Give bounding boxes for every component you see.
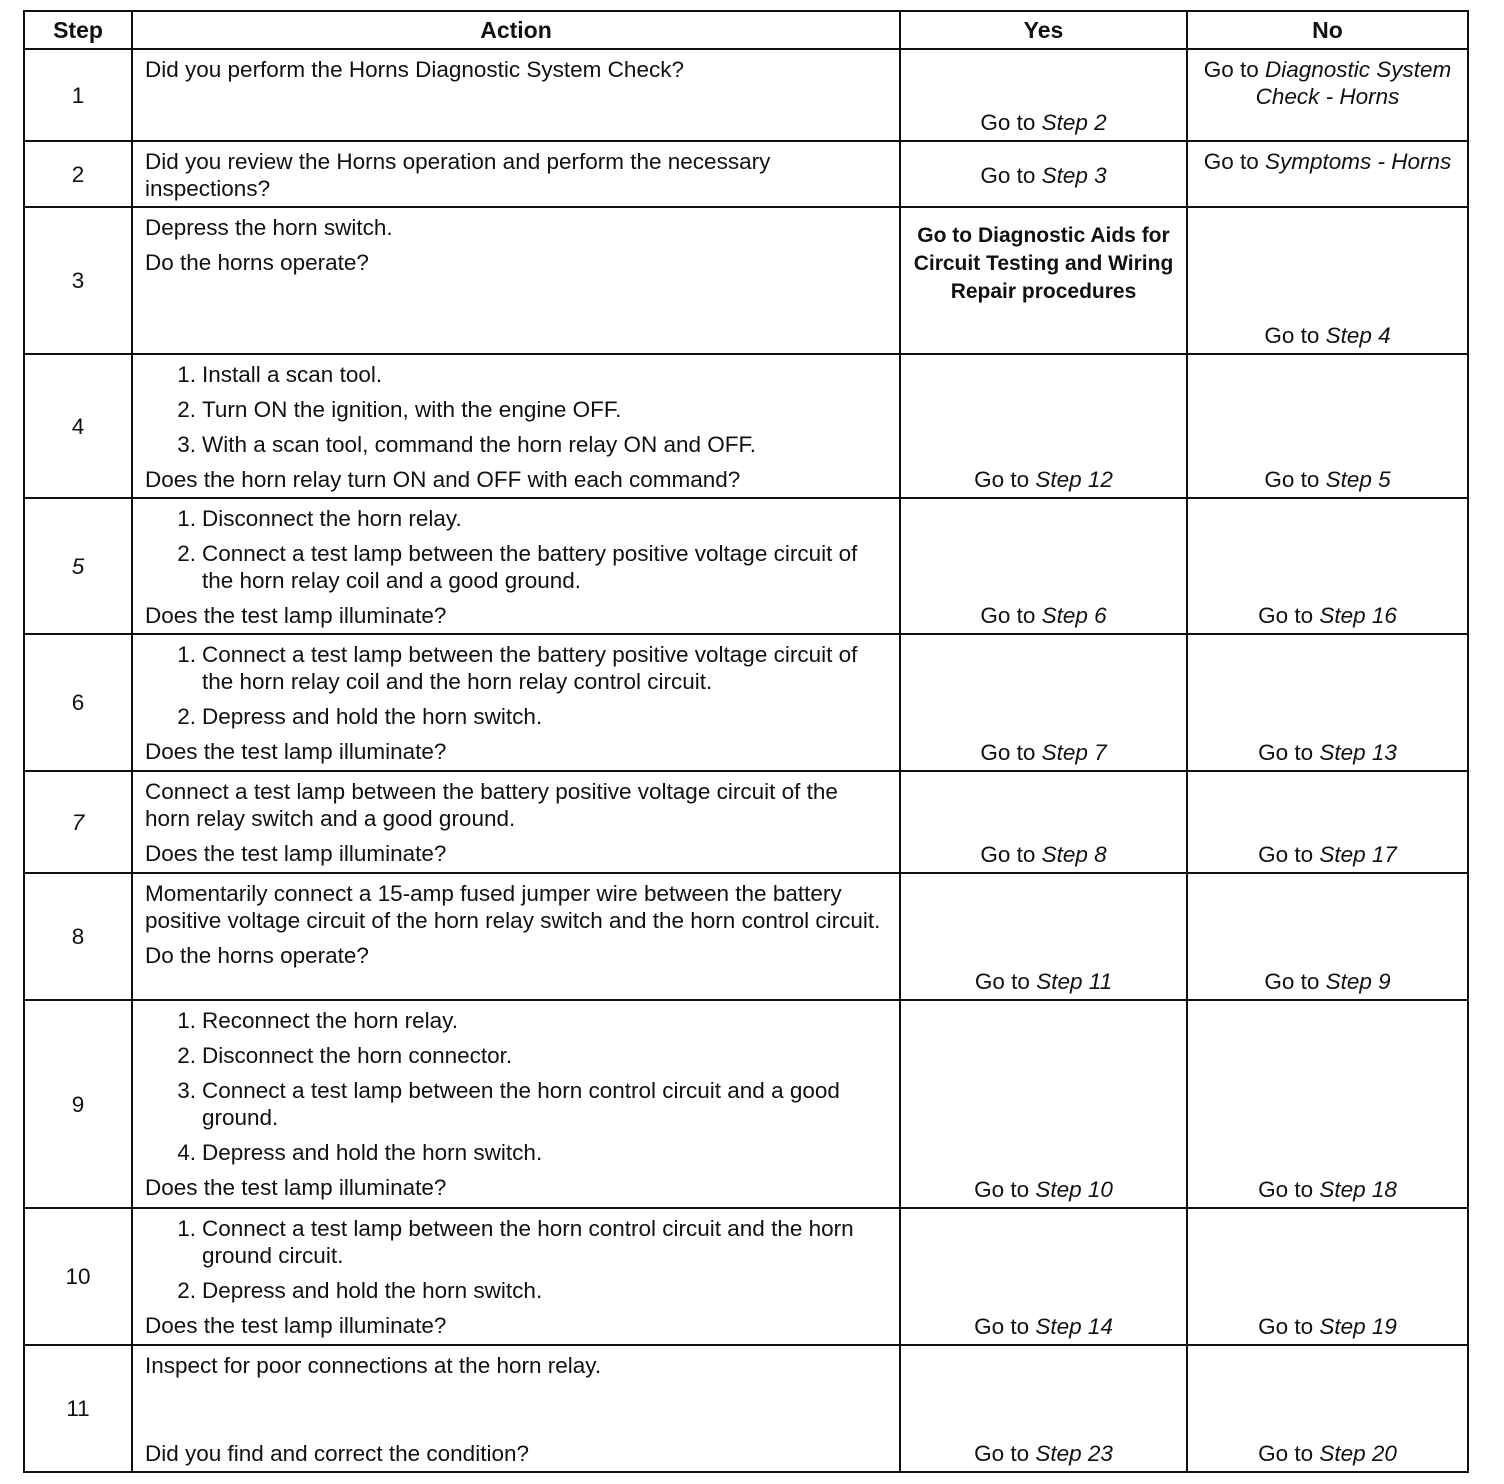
item-number: 1. — [177, 362, 196, 387]
yes-prefix: Go to — [974, 1441, 1036, 1466]
step-number: 3 — [24, 207, 132, 354]
item-number: 1. — [177, 1008, 196, 1033]
yes-cell — [900, 1000, 1187, 1208]
table-row — [24, 207, 1468, 354]
item-text: Disconnect the horn relay. — [202, 506, 462, 531]
item-text: Connect a test lamp between the horn control circuit and the horn ground circuit. — [202, 1216, 854, 1268]
action-cell — [132, 1208, 900, 1345]
item-text: Depress and hold the horn switch. — [202, 1278, 543, 1303]
item-text: Connect a test lamp between the battery positive voltage circuit of the horn relay coil and a good ground. — [202, 541, 858, 593]
item-number: 2. — [177, 541, 196, 566]
item-number: 2. — [177, 397, 196, 422]
no-link[interactable]: Diagnostic System Check - Horns — [1255, 57, 1452, 109]
action-cell — [132, 354, 900, 498]
step-number: 10 — [24, 1208, 132, 1345]
action-cell — [132, 634, 900, 771]
yes-prefix: Go to — [980, 110, 1042, 135]
list-item — [145, 540, 887, 594]
header-no: No — [1187, 11, 1468, 49]
list-item — [145, 505, 887, 532]
item-number: 2. — [177, 704, 196, 729]
item-text: Install a scan tool. — [202, 362, 383, 387]
yes-link[interactable]: Step 3 — [1041, 162, 1107, 188]
action-cell — [132, 207, 900, 354]
action-cell — [132, 1000, 900, 1208]
yes-link[interactable]: Step 8 — [1041, 842, 1107, 867]
yes-link[interactable]: Step 10 — [1035, 1177, 1113, 1202]
yes-link[interactable]: Step 7 — [1041, 740, 1107, 765]
step-number: 8 — [24, 873, 132, 1000]
yes-cell — [900, 49, 1187, 141]
yes-prefix: Go to — [980, 740, 1042, 765]
action-question: Does the test lamp illuminate? — [145, 1175, 447, 1200]
action-cell — [132, 771, 900, 873]
list-item — [145, 396, 887, 423]
action-question: Does the test lamp illuminate? — [145, 739, 447, 764]
table-row — [24, 354, 1468, 498]
list-item — [145, 1007, 887, 1034]
yes-cell — [900, 207, 1187, 354]
yes-prefix: Go to — [980, 603, 1042, 628]
list-item — [145, 1215, 887, 1269]
yes-cell — [900, 873, 1187, 1000]
yes-link[interactable]: Step 23 — [1035, 1441, 1113, 1466]
no-prefix: Go to — [1203, 149, 1265, 174]
no-prefix: Go to — [1258, 1314, 1320, 1339]
item-text: Reconnect the horn relay. — [202, 1008, 458, 1033]
step-number: 4 — [24, 354, 132, 498]
table-row — [24, 498, 1468, 634]
list-item — [145, 1042, 887, 1069]
no-cell — [1187, 1000, 1468, 1208]
no-link[interactable]: Step 9 — [1325, 969, 1391, 994]
no-cell — [1187, 354, 1468, 498]
no-prefix: Go to — [1258, 1441, 1320, 1466]
yes-cell — [900, 1208, 1187, 1345]
no-cell — [1187, 1208, 1468, 1345]
list-item — [145, 703, 887, 730]
action-text: Inspect for poor connections at the horn relay. — [145, 1353, 602, 1378]
yes-prefix: Go to — [974, 1314, 1036, 1339]
action-question: Do the horns operate? — [145, 250, 369, 275]
action-question: Do the horns operate? — [145, 943, 369, 968]
no-link[interactable]: Step 5 — [1325, 467, 1391, 492]
yes-cell — [900, 498, 1187, 634]
action-question: Does the test lamp illuminate? — [145, 603, 447, 628]
item-text: Disconnect the horn connector. — [202, 1043, 513, 1068]
header-row — [24, 11, 1468, 49]
yes-link[interactable]: Step 2 — [1041, 110, 1107, 135]
yes-link[interactable]: Step 14 — [1035, 1314, 1113, 1339]
table-row — [24, 1208, 1468, 1345]
step-number: 2 — [24, 141, 132, 207]
item-text: Depress and hold the horn switch. — [202, 704, 543, 729]
action-cell — [132, 873, 900, 1000]
yes-cell — [900, 634, 1187, 771]
item-number: 3. — [177, 432, 196, 457]
action-question: Does the test lamp illuminate? — [145, 841, 447, 866]
list-item — [145, 361, 887, 388]
no-prefix: Go to — [1264, 323, 1326, 348]
yes-note[interactable]: Go to Diagnostic Aids for Circuit Testing and Wiring Repair procedures — [913, 224, 1174, 303]
yes-prefix: Go to — [974, 1177, 1036, 1202]
no-cell — [1187, 1345, 1468, 1472]
yes-prefix: Go to — [980, 162, 1042, 188]
list-item — [145, 1139, 887, 1166]
yes-cell — [900, 354, 1187, 498]
item-number: 3. — [177, 1078, 196, 1103]
action-cell — [132, 1345, 900, 1472]
header-yes: Yes — [900, 11, 1187, 49]
action-question: Does the test lamp illuminate? — [145, 1313, 447, 1338]
item-number: 1. — [177, 506, 196, 531]
action-question: Does the horn relay turn ON and OFF with each command? — [145, 467, 741, 492]
yes-link[interactable]: Step 6 — [1041, 603, 1107, 628]
step-number: 11 — [24, 1345, 132, 1472]
item-text: Depress and hold the horn switch. — [202, 1140, 543, 1165]
no-prefix: Go to — [1258, 603, 1320, 628]
no-prefix: Go to — [1264, 467, 1326, 492]
header-action: Action — [132, 11, 900, 49]
action-cell — [132, 49, 900, 141]
yes-link[interactable]: Step 11 — [1036, 969, 1113, 994]
no-prefix: Go to — [1203, 57, 1265, 82]
yes-cell — [900, 141, 1187, 207]
table-row — [24, 1000, 1468, 1208]
no-link[interactable]: Step 13 — [1319, 740, 1397, 765]
no-prefix: Go to — [1258, 1177, 1320, 1202]
item-number: 1. — [177, 1216, 196, 1241]
step-number: 9 — [24, 1000, 132, 1208]
action-text: Depress the horn switch. — [145, 215, 393, 240]
yes-prefix: Go to — [974, 467, 1036, 492]
action-cell — [132, 498, 900, 634]
diagnostic-table — [23, 10, 1469, 1473]
no-cell — [1187, 498, 1468, 634]
no-link[interactable]: Step 20 — [1319, 1441, 1397, 1466]
no-cell — [1187, 207, 1468, 354]
no-link[interactable]: Step 17 — [1319, 842, 1397, 867]
item-number: 1. — [177, 642, 196, 667]
action-question: Did you find and correct the condition? — [145, 1441, 529, 1466]
no-cell — [1187, 634, 1468, 771]
item-text: Connect a test lamp between the horn control circuit and a good ground. — [202, 1078, 840, 1130]
action-text: Did you perform the Horns Diagnostic System Check? — [145, 57, 684, 82]
table-row — [24, 49, 1468, 141]
no-prefix: Go to — [1264, 969, 1326, 994]
table-row — [24, 1345, 1468, 1472]
no-link[interactable]: Step 16 — [1319, 603, 1397, 628]
item-text: With a scan tool, command the horn relay ON and OFF. — [202, 432, 756, 457]
no-cell — [1187, 771, 1468, 873]
no-link[interactable]: Step 4 — [1325, 323, 1391, 348]
no-prefix: Go to — [1258, 740, 1320, 765]
no-cell — [1187, 873, 1468, 1000]
table-row — [24, 873, 1468, 1000]
item-number: 2. — [177, 1278, 196, 1303]
table-row — [24, 141, 1468, 207]
step-number: 6 — [24, 634, 132, 771]
yes-link[interactable]: Step 12 — [1035, 467, 1113, 492]
item-text: Connect a test lamp between the battery positive voltage circuit of the horn relay coil and the horn relay control circuit. — [202, 642, 858, 694]
yes-prefix: Go to — [980, 842, 1042, 867]
header-step: Step — [24, 11, 132, 49]
item-number: 2. — [177, 1043, 196, 1068]
item-text: Turn ON the ignition, with the engine OFF. — [202, 397, 622, 422]
item-number: 4. — [177, 1140, 196, 1165]
no-cell — [1187, 141, 1468, 207]
action-text: Momentarily connect a 15-amp fused jumper wire between the battery positive voltage circuit of the horn relay switch and the horn control circuit. — [145, 881, 881, 933]
list-item — [145, 1277, 887, 1304]
no-link[interactable]: Step 19 — [1319, 1314, 1397, 1339]
step-number: 1 — [24, 49, 132, 141]
no-link[interactable]: Symptoms - Horns — [1265, 149, 1452, 174]
no-link[interactable]: Step 18 — [1319, 1177, 1397, 1202]
yes-cell — [900, 771, 1187, 873]
list-item — [145, 641, 887, 695]
table-row — [24, 771, 1468, 873]
step-number: 7 — [24, 771, 132, 873]
action-cell — [132, 141, 900, 207]
table-row — [24, 634, 1468, 771]
list-item — [145, 431, 887, 458]
no-prefix: Go to — [1258, 842, 1320, 867]
list-item — [145, 1077, 887, 1131]
step-number: 5 — [24, 498, 132, 634]
yes-prefix: Go to — [974, 969, 1037, 994]
yes-cell — [900, 1345, 1187, 1472]
no-cell — [1187, 49, 1468, 141]
action-text: Connect a test lamp between the battery positive voltage circuit of the horn relay switch and a good ground. — [145, 779, 838, 831]
action-text: Did you review the Horns operation and perform the necessary inspections? — [145, 149, 771, 201]
